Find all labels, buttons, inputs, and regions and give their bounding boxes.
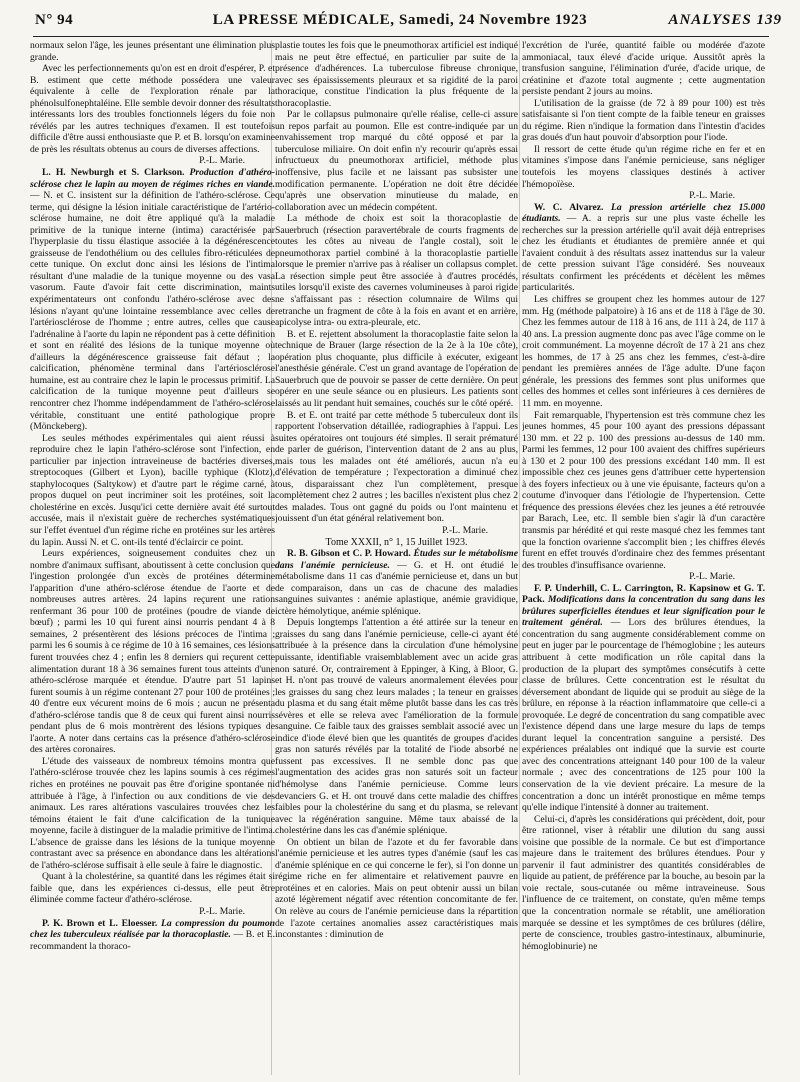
article-author: L. H. Newburgh et S. Clarkson.	[42, 167, 185, 179]
article-text: — B. et E. recommandent la thoraco-	[30, 929, 275, 952]
article-title: Études sur le métabolisme dans l'anémie pernicieuse.	[275, 548, 518, 571]
paragraph: Avec les perfectionnements qu'on est en droit d'espérer, P. et B. estiment que cette méthode possédera une valeur équivalente à celle de l'exploration rénale par la phénolsulfonephtaléine. Elle semble devoir donner des résultats intéressants lors des troubles fonctionnels légers du foie non révélés par les autres techniques d'examen. Il est toutefois difficile d'être aussi enthousiaste que P. et B. lorsqu'on examine de près les résultats obtenus au cours de diverses affections.	[30, 63, 275, 155]
paragraph: L'utilisation de la graisse (de 72 à 89 pour 100) est très satisfaisante si l'on tient compte de la faible teneur en graisses du régime. Rien n'indique la formation dans l'intestin d'acides gras doués d'un haut pouvoir d'absorption pour l'iode.	[522, 97, 765, 144]
column-1	[30, 40, 275, 1075]
signature: P.-L. Marie.	[199, 906, 245, 918]
page-number: N° 94	[35, 12, 74, 28]
article-author: R. B. Gibson et C. P. Howard.	[287, 548, 411, 560]
article-paragraph	[30, 167, 275, 433]
article-paragraph	[275, 548, 518, 617]
paragraph: Il ressort de cette étude qu'un régime riche en fer et en vitamines s'impose dans l'anémie pernicieuse, sans négliger toutefois les moyens classiques destinés à activer l'hémopoïèse.	[522, 143, 765, 190]
paragraph: Leurs expériences, soigneusement conduites chez un nombre d'animaux suffisant, aboutissent à cette conclusion que l'ingestion prolongée d'un excès de protéines détermine l'apparition d'une athéro-sclérose étendue de l'aorte et de nombreuses autres artères. 24 lapins reçurent une ration renfermant 36 pour 100 de protéines (poudre de viande de bœuf) ; parmi les 10 qui furent ainsi nourris pendant 4 à 8 semaines, 2 présentèrent des lésions précoces de l'intima ; parmi les 6 soumis à ce régime de 10 à 16 semaines, ces lésions furent trouvées chez 4 ; enfin les 8 derniers qui reçurent cette alimentation durant 18 à 36 semaines furent tous atteints d'une athéro-sclérose marquée et étendue. D'autre part 51 lapins furent soumis à un régime contenant 27 pour 100 de protéines ; 40 d'entre eux vécurent moins de 6 mois ; aucun ne présenta d'athéro-sclérose tandis que 8 de ceux qui furent ainsi nourris pendant plus de 6 mois montrèrent des lésions typiques de l'aorte. A noter dans certains cas la présence d'athéro-sclérose des artères coronaires.	[30, 548, 275, 756]
paragraph: Fait remarquable, l'hypertension est très commune chez les jeunes hommes, 45 pour 100 ayant des pressions dépassant 130 mm. et 22 p. 100 des pressions au-dessus de 140 mm. Parmi les femmes, 12 pour 100 avaient des chiffres supérieurs à 130 et 2 pour 100 des pressions excédant 140 mm. Il est impossible chez ces jeunes gens d'attribuer cette hypertension à des foyers infectieux ou à une vie épuisante, facteurs qu'on a coutume d'invoquer dans l'étiologie de l'hypertension. Cette fréquence des pressions élevées chez les jeunes a été retrouvée par Barach, Lee, etc. Il semble bien s'agir là d'un caractère transmis par hérédité et qui reste masqué chez les femmes tant que la fonction ovarienne s'accomplit bien ; les chiffres élevés furent en effet trouvés d'ordinaire chez des femmes présentant des troubles d'insuffisance ovarienne.	[522, 409, 765, 571]
section-page-label: ANALYSES 139	[668, 12, 782, 28]
signature: P.-L. Marie.	[199, 155, 245, 167]
article-author: W. C. Alvarez.	[534, 201, 604, 213]
signature: P.-L. Marie.	[689, 190, 735, 202]
article-title: La pression artérielle chez 15.000 étudiants.	[522, 201, 765, 225]
paragraph: Par le collapsus pulmonaire qu'elle réalise, celle-ci assure un repos parfait au poumon. Elle est contre-indiquée par un envahissement trop marqué du côté opposé et par la tuberculose miliaire. On doit enfin n'y recourir qu'après essai infructueux du pneumothorax artificiel, méthode plus inoffensive, plus facile et ne laissant pas subsister une modification permanente. L'opération ne doit être décidée qu'après une observation minutieuse du malade, en collaboration avec un médecin compétent.	[275, 109, 518, 213]
page-header	[0, 0, 800, 40]
article-paragraph	[522, 583, 765, 814]
paragraph: Les chiffres se groupent chez les hommes autour de 127 mm. Hg (méthode palpatoire) à 16 ans et de 118 à l'âge de 30. Chez les femmes autour de 118 à 16 ans, de 111 à 24, de 117 à 40 ans. La pression augmente donc pas avec l'âge comme on le croit communément. La moyenne décroît de 17 à 21 ans chez les hommes, de 17 à 25 ans chez les femmes, c'est-à-dire pendant les premières années de l'âge adulte. D'une façon générale, les pressions des femmes sont plus uniformes que celles des hommes et celles sont inférieures à ces dernières de 11 mm. en moyenne.	[522, 294, 765, 409]
paragraph: Les seules méthodes expérimentales qui aient réussi à reproduire chez le lapin l'athéro-sclérose sont l'infection, en particulier par injection intraveineuse de bactéries diverses, streptocoques (Gilbert et Lyon), bacille typhique (Klotz), staphylocoques (Saltykow) et d'autre part le régime carné, à propos duquel on peut incriminer soit les protéines, soit la cholestérine en excès. Jusqu'ici cette dernière avait été surtout accusée, mais il n'existait guère de recherches systématiques sur l'effet éventuel d'un régime riche en protéines sur les artères du lapin. Aussi N. et C. ont-ils tenté d'éclaircir ce point.	[30, 432, 275, 548]
paragraph: La méthode de choix est soit la thoracoplastie de Sauerbruch (résection paravertébrale de courts fragments de toutes les côtes au niveau de l'angle costal), soit le pneumothorax partiel combiné à la thoracoplastie partielle lorsque le premier n'arrive pas à réaliser un collapsus complet. La résection simple peut être associée à d'autres procédés, utiles lorsqu'il existe des cavernes volumineuses à paroi rigide ne s'affaissant pas : résection columnaire de Wilms qui retranche un fragment de côte à la fois en avant et en arrière, apicolyse intra- ou extra-pleurale, etc.	[275, 213, 518, 329]
article-author: F. P. Underhill, C. L. Carrington, R. Kapsinow et G. T. Pack.	[522, 582, 765, 606]
column-2	[275, 40, 518, 1075]
paragraph: normaux selon l'âge, les jeunes présentant une élimination plus grande.	[30, 40, 275, 63]
journal-title: LA PRESSE MÉDICALE, Samedi, 24 Novembre 1923	[212, 12, 588, 28]
paragraph: B. et E. ont traité par cette méthode 5 tuberculeux dont ils rapportent l'observation détaillée, radiographies à l'appui. Les suites opératoires ont toujours été simples. Il serait prématuré de parler de guérison, l'intervention datant de 2 ans au plus, mais tous les malades ont été améliorés, aucun n'a eu d'élévation de température ; l'expectoration a diminué chez tous, disparaissant chez l'un complètement, presque complètement chez 2 autres ; les bacilles n'existent plus chez 2 des malades. Tous ont gagné du poids ou l'ont maintenu et jouissent d'un état général relativement bon.	[275, 409, 518, 525]
paragraph: B. et E. rejettent absolument la thoracoplastie faite selon la technique de Brauer (large résection de la 2e à la 10e côte), opération plus choquante, plus difficile à exécuter, exigeant l'anesthésie générale. C'est un grand avantage de l'opération de Sauerbruch que de pouvoir se passer de cette dernière. On peut opérer en une seule séance ou en plusieurs. Les patients sont laissés au lit pendant huit semaines, couchés sur le côté opéré.	[275, 328, 518, 409]
paragraph: plastie toutes les fois que le pneumothorax artificiel est indiqué mais ne peut être effectué, en particulier par suite de la présence d'adhérences. La tuberculose fibreuse chronique, avec ses épaississements pleuraux et sa rigidité de la paroi thoracique, constitue l'indication la plus fréquente de la thoracoplastie.	[275, 40, 518, 109]
column-3	[522, 40, 765, 1075]
article-title: Production d'athéro-sclérose chez le lapin au moyen de régimes riches en viande.	[30, 167, 275, 190]
article-text: — A. a repris sur une plus vaste échelle les recherches sur la pression artérielle qu'il avait déjà entreprises chez les étudiants et étudiantes de première année et qui l'avaient conduit à des résultats assez inattendus sur la valeur de cette pression suivant l'âge considéré. Ses nouveaux résultats confirment les précédents et décèlent les mêmes particularités.	[522, 213, 765, 294]
column-divider	[519, 40, 520, 1075]
paragraph: L'étude des vaisseaux de nombreux témoins montra que l'athéro-sclérose trouvée chez les lapins soumis à ces régimes riches en protéines ne pouvait pas être d'origine spontanée ni attribuée à l'âge, à l'infection ou aux conditions de vie des animaux. Les rares altérations vasculaires trouvées chez les témoins étaient le fait d'une calcification de la tunique moyenne, facile à distinguer de la maladie primitive de l'intima. L'absence de graisse dans les lésions de la tunique moyenne contrastant avec sa présence en abondance dans les altérations de l'athéro-sclérose suffisait à elle seule à faire le diagnostic.	[30, 755, 275, 871]
paragraph: Quant à la cholestérine, sa quantité dans les régimes était si faible que, dans les expériences ci-dessus, elle peut être éliminée comme facteur d'athéro-sclérose.	[30, 871, 275, 906]
paragraph: Depuis longtemps l'attention a été attirée sur la teneur en graisses du sang dans l'anémie pernicieuse, celle-ci ayant été attribuée à la présence dans la circulation d'une hémolysine puissante, identifiable vraisemblablement avec un acide gras non saturé. Or, contrairement à Eppinger, à King, à Bloor, G. et H. n'ont pas trouvé de valeurs anormalement élevées pour les graisses du sang chez leurs malades ; la teneur en graisses du plasma et du sang était même plutôt basse dans les cas très sévères et elle se releva avec l'amélioration de la formule sanguine. Ce faible taux des graisses semblait associé avec un indice d'iode élevé bien que les quantités de groupes d'acides gras non saturés révélés par la totalité de l'iode absorbé ne fussent pas excessives. Il ne semble donc pas que l'augmentation des acides gras non saturés soit un facteur d'hémolyse dans l'anémie pernicieuse. Comme leurs devanciers G. et H. ont trouvé dans cette maladie des chiffres faibles pour la cholestérine du sang et du plasma, se relevant avec la régénération sanguine. Même taux abaissé de la cholestérine dans les cas d'anémie splénique.	[275, 617, 518, 837]
paragraph: On obtient un bilan de l'azote et du fer favorable dans l'anémie pernicieuse et les autres types d'anémie (sauf les cas d'anémie splénique en ce qui concerne le fer), si l'on donne un régime riche en fer alimentaire et relativement pauvre en protéines et en calories. Mais on peut obtenir aussi un bilan azoté légèrement négatif avec rétention concomitante de fer. On relève au cours de l'anémie pernicieuse dans la répartition de l'azote certaines anomalies assez caractéristiques mais inconstantes : diminution de	[275, 836, 518, 941]
article-paragraph	[30, 918, 275, 953]
issue-heading: Tome XXXII, n° 1, 15 Juillet 1923.	[325, 536, 468, 548]
article-text: — G. et H. ont étudié le métabolisme dans 11 cas d'anémie pernicieuse et, dans un but de comparaison, dans un cas de chacune des maladies sanguines suivantes : anémie aplastique, anémie gravidique, ictère hémolytique, anémie splénique.	[275, 559, 518, 617]
header-rule	[33, 36, 769, 37]
paragraph: l'excrétion de l'urée, quantité faible ou modérée d'azote ammoniacal, taux élevé d'acide urique. Aussitôt après la transfusion sanguine, l'élimination d'urée, d'acide urique, de créatinine et d'azote total augmente ; cette augmentation persiste pendant 2 jours au moins.	[522, 40, 765, 98]
article-text: — N. et C. insistent sur la définition de l'athéro-sclérose. Ce terme, qui désigne la lésion initiale caractéristique de l'artério-sclérose humaine, ne doit être appliqué qu'à la maladie primitive de la tunique interne (intima) caractérisée par l'hyperplasie du tissu élastique associée à la dégénérescence graisseuse de l'endothélium ou des cellules fibro-réticulées de cette tunique. On exclut donc ainsi les lésions de l'intima résultant d'une maladie de la tunique moyenne ou des vasa vasorum. Faute d'avoir fait cette discrimination, maints expérimentateurs ont confondu l'athéro-sclérose avec des lésions n'ayant qu'une lointaine ressemblance avec celles de l'artériosclérose de l'homme ; entre autres, celles que cause l'adrénaline à l'aorte du lapin ne répondent pas à cette définition et sont en réalité des lésions de la tunique moyenne où d'ailleurs la dégénérescence graisseuse fait défaut ; la calcification, phénomène terminal dans l'artériosclérose humaine, est au contraire chez le lapin le processus primitif. La calcification de la tunique moyenne peut d'ailleurs se rencontrer chez l'homme indépendamment de l'athéro-sclérose véritable, constituant une entité pathologique propre (Mönckeberg).	[30, 190, 275, 433]
article-title: La compression du poumon chez les tuberculeux réalisée par la thoracoplastie.	[30, 917, 275, 941]
signature: P.-L. Marie.	[442, 524, 488, 536]
paragraph: Celui-ci, d'après les considérations qui précèdent, doit, pour être rationnel, viser à rétablir une dilution du sang aussi voisine que possible de la normale. Ce but est d'importance majeure dans le traitement des brûlures étendues. Pour y parvenir il faut administrer des quantités considérables de liquide au patient, de préférence par la bouche, au besoin par la voie rectale, sous-cutanée ou même intraveineuse. Sous l'influence de ce traitement, on constate, qu'en même temps que la concentration normale se rétablit, une amélioration marquée se dessine et les symptômes de ces brûlures (délire, perte de conscience, troubles gastro-intestinaux, albuminurie, hémoglobinurie) ne	[522, 813, 765, 952]
signature: P.-L. Marie.	[689, 571, 735, 583]
article-author: P. K. Brown et L. Eloesser.	[42, 917, 158, 929]
article-text: — Lors des brûlures étendues, la concentration du sang augmente considérablement comme on peut en juger par le pourcentage de l'hémoglobine ; les auteurs attribuent à cette modification un rôle capital dans la production de la plupart des symptômes consécutifs à cette classe de brûlures. Cette concentration est le résultat du déversement abondant de liquide qui se produit au siège de la brûlure, en réponse à la réaction inflammatoire que celle-ci a provoquée. Le degré de concentration du sang compatible avec l'existence dépend dans une large mesure du laps de temps durant lequel la concentration sanguine a persisté. Des expériences préalables ont indiqué que la survie est courte avec des concentrations atteignant 140 pour 100 de la valeur normale ; avec des concentrations de 125 pour 100 la conservation de la vie devient précaire. La mesure de la concentration a donc un intérêt pronostique en même temps qu'elle indique l'intensité à donner au traitement.	[522, 617, 765, 814]
article-title: Modifications dans la concentration du sang dans les brûlures superficielles étendues et leur signification pour le traitement général.	[522, 594, 765, 629]
article-paragraph	[522, 202, 765, 294]
